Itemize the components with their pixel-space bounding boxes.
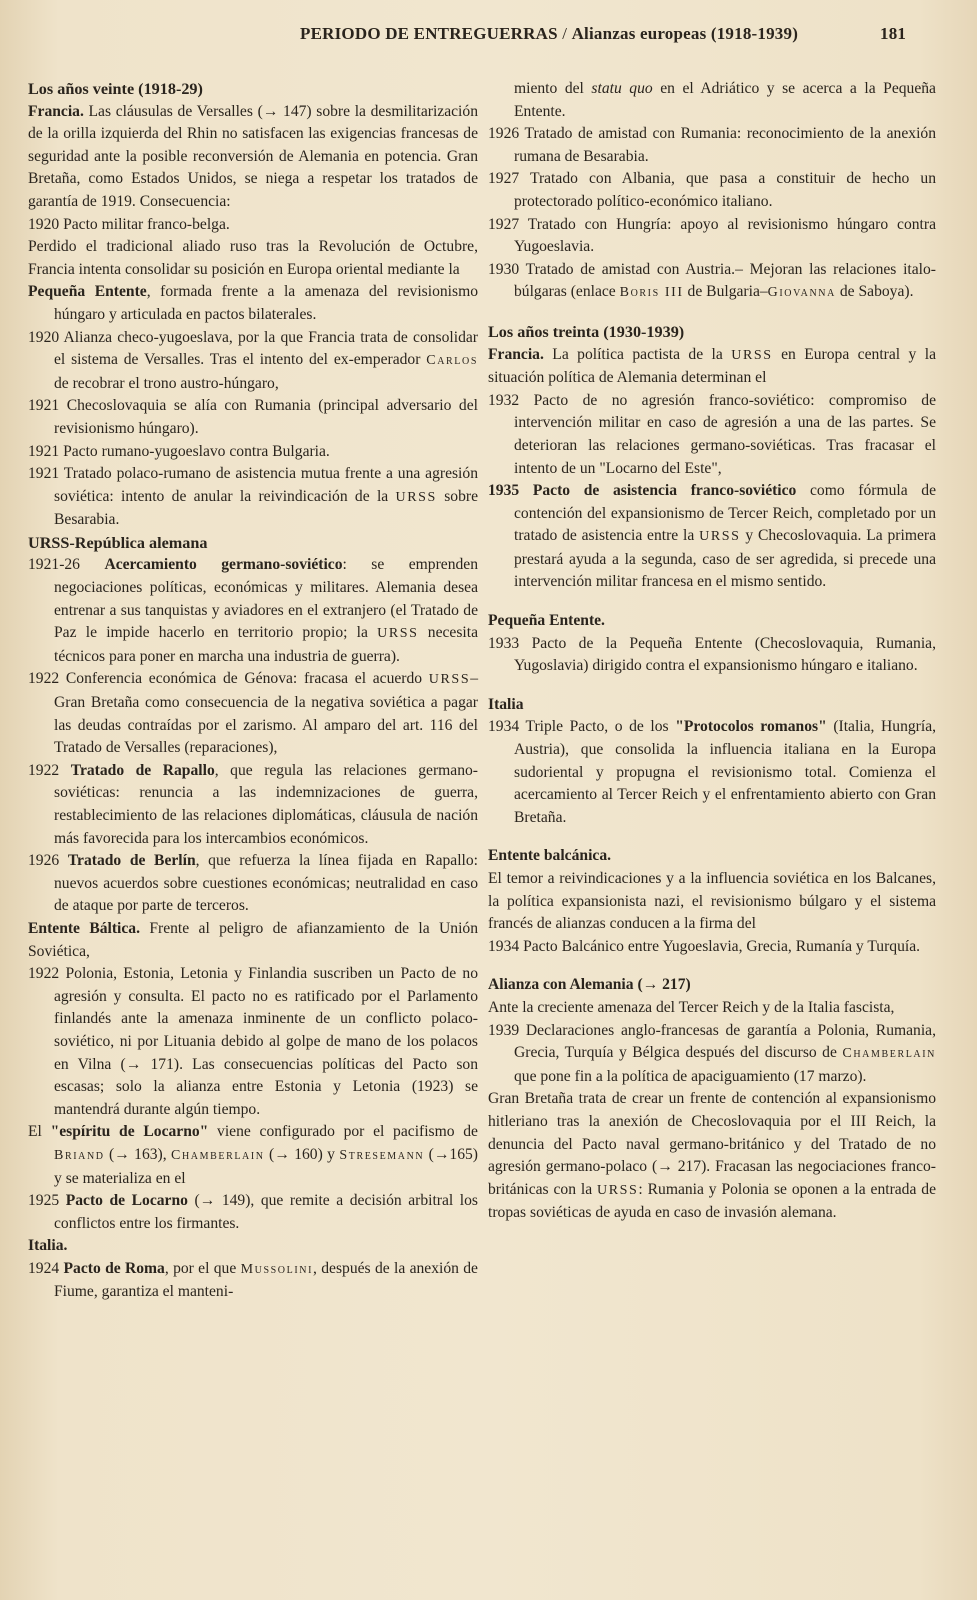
- entry-text: 1939 Declaraciones anglo-francesas de garantía a Polonia, Rumania, Grecia, Turquía y Bélgica después del discurso de: [488, 1021, 936, 1062]
- name-boris: Boris III: [619, 285, 684, 301]
- entry-text: en Europa central y la situación política de Alemania determinan el: [488, 345, 936, 387]
- title-separator: /: [557, 24, 572, 43]
- entry-1924-roma: [28, 1258, 478, 1304]
- entry-1924-continuation: [488, 78, 936, 123]
- name-stresemann: Stresemann: [339, 1147, 425, 1163]
- subheading-entente-balcanica: Entente balcánica.: [488, 847, 612, 865]
- entry-year: 1922: [28, 761, 71, 779]
- entry-text: de Saboya).: [835, 283, 914, 301]
- entry-1939: [488, 1020, 936, 1089]
- entry-text: que pone fin a la política de apaciguamiento (17 marzo).: [514, 1067, 867, 1085]
- name-chamberlain: Chamberlain: [842, 1046, 936, 1062]
- acronym-urss: URSS: [699, 529, 741, 545]
- name-briand: Briand: [54, 1147, 105, 1163]
- entry-1921-rumano: 1921 Pacto rumano-yugoeslavo contra Bulgaria.: [28, 442, 330, 460]
- term-protocolos: "Protocolos romanos": [675, 718, 827, 736]
- entry-text: necesita técnicos para poner en marcha una industria de guerra).: [54, 624, 478, 665]
- chapter-title: PERIODO DE ENTREGUERRAS: [300, 24, 558, 43]
- paragraph-locarno: [28, 1121, 478, 1190]
- name-chamberlain: Chamberlain: [171, 1147, 265, 1163]
- subheading-italia: Italia.: [28, 1237, 68, 1255]
- subheading-pequena-entente: Pequeña Entente.: [488, 612, 605, 630]
- entry-text: sobre Besarabia.: [54, 487, 478, 529]
- subheading-italia: Italia: [488, 695, 524, 713]
- entry-1930-austria: [488, 259, 936, 305]
- entry-text: , que regula las relaciones germano-soviéticas: renuncia a las indemnizaciones de guerra, restablecimiento de las relaciones diplomáticas, cláusula de nación más favorecida para los intercambios económicos.: [54, 761, 478, 847]
- entry-1934-triple: [488, 716, 936, 829]
- term-pacto-roma: Pacto de Roma: [63, 1259, 165, 1277]
- entry-text: (Italia, Hungría, Austria), que consolida la influencia italiana en la Europa sudoriental y propugna el revisionismo total. Comienza el acercamiento al Tercer Reich y el enfrentamiento abierto con Gran Bretaña.: [514, 718, 937, 826]
- entry-1934-balcanico: 1934 Pacto Balcánico entre Yugoeslavia, Grecia, Rumanía y Turquía.: [488, 937, 921, 955]
- lead-francia: Francia.: [28, 102, 84, 120]
- name-carlos: Carlos: [426, 353, 478, 369]
- entry-text: 1921 Tratado polaco-rumano de asistencia mutua frente a una agresión soviética: intento de anular la reivindicación de la: [28, 465, 478, 505]
- entry-1922-polonia: [28, 963, 478, 1121]
- entry-text: de recobrar el trono austro-húngaro,: [54, 374, 279, 392]
- text-pequena-entente: , formada frente a la amenaza del revisionismo húngaro y articulada en pactos bilaterales.: [54, 283, 478, 323]
- entry-1921-checoslovaquia: 1921 Checoslovaquia se alía con Rumania (principal adversario del revisionismo húngaro).: [28, 397, 478, 437]
- entry-text: miento del: [514, 80, 592, 97]
- entry-text: (→ 149), que remite a decisión arbitral los conflictos entre los firmantes.: [54, 1192, 478, 1232]
- subheading-urss-alemana: URSS-República alemana: [28, 533, 208, 552]
- entry-text: como fórmula de contención del expansionismo de Tercer Reich, completado por un tratado de asistencia entre la: [514, 482, 937, 545]
- entry-1932: 1932 Pacto de no agresión franco-soviético: compromiso de intervención militar en caso de agresión a una de las partes. Se deterioran las relaciones germano-soviéticas. Tras fracasar el intento de un "Locarno del Este",: [488, 391, 936, 477]
- term-berlin: Tratado de Berlín: [67, 852, 196, 870]
- paragraph-ruso: [28, 236, 478, 281]
- section-heading-thirties: Los años treinta (1930-1939): [488, 322, 685, 341]
- lead-francia: Francia.: [488, 345, 544, 363]
- term-statu-quo: statu quo: [591, 80, 653, 97]
- term-pacto-locarno: Pacto de Locarno: [65, 1192, 188, 1210]
- right-column: [488, 78, 936, 1225]
- entry-year: 1924: [28, 1259, 64, 1277]
- entry-1921-polaco: [28, 463, 478, 532]
- entry-text: ). Las consecuencias políticas del Pacto son escasas; solo la alianza entre Estonia y Letonia (1923) se mantendrá durante algún tiempo.: [54, 1055, 478, 1118]
- entry-1922-genova: [28, 668, 478, 759]
- name-mussolini: Mussolini: [240, 1261, 314, 1277]
- entry-1921-26: [28, 554, 478, 668]
- paragraph-balcanes: El temor a reivindicaciones y a la influencia soviética en los Balcanes, la política expansionista nazi, el revisionismo búlgaro y el sistema francés de alianzas conducen a la firma del: [488, 870, 936, 933]
- entry-text: y Checoslovaquia. La primera prestará ayuda a la segunda, caso de ser agredida, si precede una intervención militar francesa en el mismo sentido.: [514, 527, 937, 591]
- entry-text: 1930 Tratado de amistad con Austria.– Mejoran las relaciones italo-búlgaras (enlace: [488, 260, 936, 301]
- term-pacto-asistencia: Pacto de asistencia franco-soviético: [532, 482, 797, 500]
- entry-text: 1920 Alianza checo-yugoeslava, por la que Francia trata de consolidar el sistema de Versalles. Tras el intento del ex-emperador: [28, 328, 478, 369]
- entry-1922-rapallo: [28, 760, 478, 850]
- running-head: [300, 24, 920, 44]
- cross-reference: → 171: [125, 1055, 174, 1073]
- section-title: Alianzas europeas (1918-1939): [571, 24, 799, 43]
- term-espiritu-locarno: "espíritu de Locarno": [50, 1123, 209, 1141]
- text-francia: Las cláusulas de Versalles (→ 147) sobre la desmilitarización de la orilla izquierda del Rhin no satisfacen las exigencias francesas de seguridad ante la posible reconversión de Alemania en potencia. Gran Bretaña, como Estados Unidos, se niega a respetar los tratados de garantía de 1919. Consecuencia:: [28, 102, 478, 210]
- entry-text: , después de la anexión de Fiume, garantiza el manteni-: [54, 1259, 478, 1301]
- acronym-urss: URSS: [597, 1182, 639, 1198]
- subheading-alianza-alemania: Alianza con Alemania (→ 217): [488, 976, 691, 994]
- entry-1925-locarno: [28, 1190, 478, 1235]
- paragraph-pequena-entente: [28, 281, 478, 326]
- acronym-urss: URSS: [428, 672, 471, 688]
- entry-text: Gran Bretaña trata de crear un frente de contención al expansionismo hitleriano tras la anexión de Checoslovaquia por el III Reich, la denuncia del Pacto naval germano-británico y del Tratado de no agresión germano-polaco (→ 217). Fracasan las negociaciones franco-británicas con la: [488, 1090, 936, 1198]
- term-pequena-entente: Pequeña Entente: [28, 283, 147, 301]
- entry-text: El: [28, 1123, 51, 1141]
- entry-text: viene configurado por el pacifismo de: [208, 1123, 478, 1141]
- entry-text: –Gran Bretaña como consecuencia de la negativa soviética a pagar las deudas contraídas por el zarismo. Al amparo del art. 116 del Tratado de Versalles (reparaciones),: [54, 670, 478, 757]
- text-ruso: Perdido el tradicional aliado ruso tras la Revolución de Octubre, Francia intenta consolidar su posición en Europa oriental mediante la: [28, 238, 478, 278]
- entry-1920-belga: 1920 Pacto militar franco-belga.: [28, 215, 230, 233]
- entry-text: de Bulgaria–: [683, 283, 768, 301]
- entry-1926-rumania: 1926 Tratado de amistad con Rumania: reconocimiento de la anexión rumana de Besarabia.: [488, 125, 936, 165]
- entry-1935: [488, 480, 936, 594]
- page-number: 181: [880, 24, 907, 43]
- paragraph-francia: [28, 101, 478, 214]
- entry-year: 1926: [28, 852, 68, 870]
- text-entente-baltica: Frente al peligro de afianzamiento de la Unión Soviética,: [28, 919, 478, 960]
- entry-text: 1934 Triple Pacto, o de los: [488, 718, 676, 736]
- paragraph-gran-bretana: [488, 1088, 936, 1225]
- entry-1933: 1933 Pacto de la Pequeña Entente (Checoslovaquia, Rumania, Yugoslavia) dirigido contra el expansionismo húngaro e italiano.: [488, 634, 936, 675]
- entry-text: 1922 Conferencia económica de Génova: fracasa el acuerdo: [28, 670, 429, 688]
- entry-text: , por el que: [164, 1259, 241, 1277]
- entry-text: La política pactista de la: [543, 345, 732, 363]
- entry-text: (→165) y se materializa en el: [54, 1145, 479, 1187]
- paragraph-amenaza: Ante la creciente amenaza del Tercer Reich y de la Italia fascista,: [488, 998, 895, 1016]
- paragraph-francia-30s: [488, 344, 936, 390]
- lead-entente-baltica: Entente Báltica.: [28, 919, 140, 937]
- entry-year: 1935: [488, 482, 533, 500]
- entry-1926-berlin: [28, 850, 478, 918]
- entry-text: , que refuerza la línea fijada en Rapallo: nuevos acuerdos sobre cuestiones económicas; neutralidad en caso de ataque por parte de terceros.: [54, 852, 478, 915]
- paragraph-entente-baltica: [28, 918, 478, 963]
- entry-year: 1925: [28, 1192, 66, 1210]
- name-giovanna: Giovanna: [767, 285, 836, 301]
- left-column: [28, 78, 478, 1304]
- entry-1920-checo: [28, 327, 478, 396]
- acronym-urss: URSS: [377, 626, 419, 642]
- entry-1927-hungria: 1927 Tratado con Hungría: apoyo al revisionismo húngaro contra Yugoeslavia.: [488, 215, 936, 256]
- entry-1927-albania: 1927 Tratado con Albania, que pasa a constituir de hecho un protectorado político-económico italiano.: [488, 170, 936, 210]
- acronym-urss: URSS: [731, 347, 773, 363]
- entry-text: 1922 Polonia, Estonia, Letonia y Finlandia suscriben un Pacto de no agresión y consulta. El pacto no es ratificado por el Parlamento finlandés ante la amenaza inminente de un conflicto polaco-soviético, ni por Lituania debido al golpe de mano de los polacos en Vilna (: [28, 965, 478, 1073]
- entry-text: (→ 160) y: [264, 1145, 340, 1163]
- entry-text: : se emprenden negociaciones políticas, económicas y militares. Alemania desea entrenar a sus tanquistas y aviadores en el extranjero (el Tratado de Paz le impide hacerlo en territorio propio; la: [54, 556, 479, 642]
- entry-text: en el Adriático y se acerca a la Pequeña Entente.: [514, 80, 936, 120]
- acronym-urss: URSS: [395, 489, 437, 505]
- section-heading-twenties: Los años veinte (1918-29): [28, 80, 203, 98]
- term-rapallo: Tratado de Rapallo: [70, 761, 215, 779]
- term-acercamiento: Acercamiento germano-soviético: [104, 556, 343, 574]
- entry-text: (→ 163),: [104, 1145, 172, 1163]
- entry-year: 1921-26: [28, 556, 105, 574]
- entry-text: : Rumania y Polonia se oponen a la entrada de tropas soviéticas de ayuda en caso de invasión alemana.: [488, 1180, 936, 1222]
